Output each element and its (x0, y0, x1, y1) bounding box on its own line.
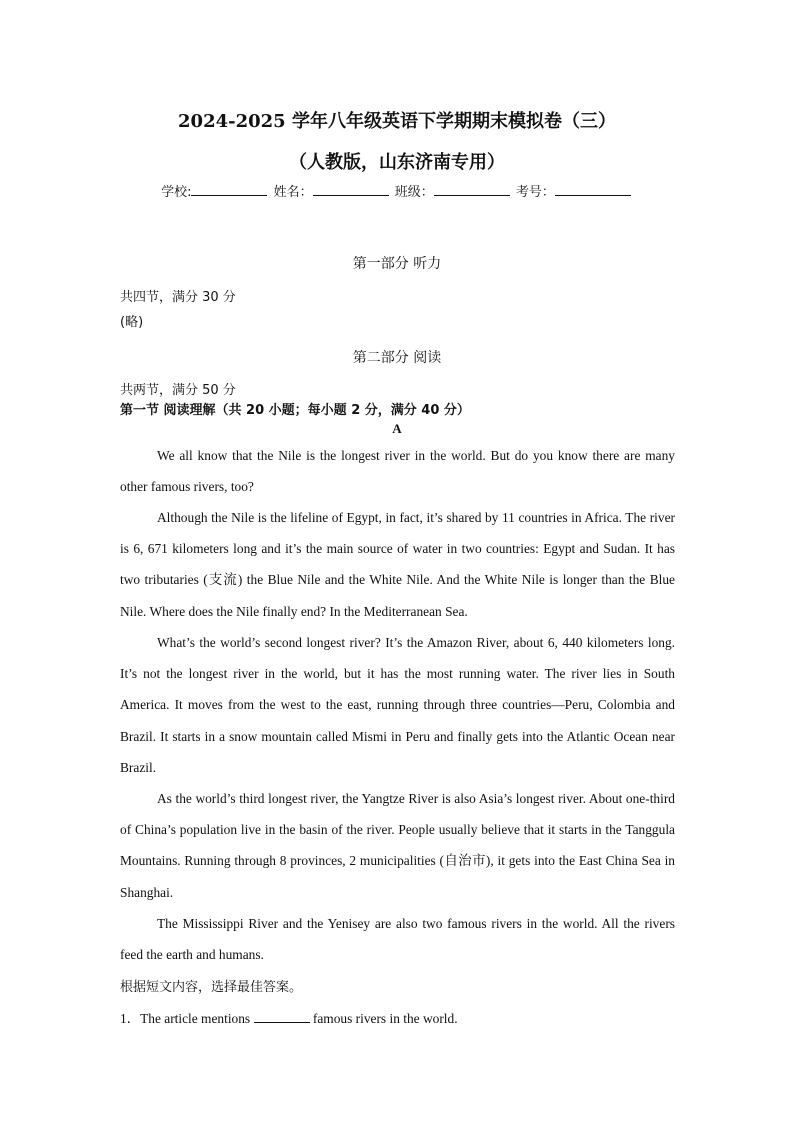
part1-heading: 第一部分 听力 (352, 256, 442, 272)
name-blank[interactable] (313, 183, 389, 196)
exam-number-blank[interactable] (555, 183, 631, 196)
answer-instruction: 根据短文内容，选择最佳答案。 (120, 980, 303, 995)
part1-omitted: (略) (120, 315, 144, 330)
question-1-suffix: famous rivers in the world. (312, 1011, 458, 1026)
passage-paragraph: The Mississippi River and the Yenisey are also two famous rivers in the world. All the rivers feed the earth and humans. (120, 916, 675, 963)
part2-heading: 第二部分 阅读 (352, 350, 442, 366)
name-label: 姓名： (273, 185, 313, 200)
exam-number-label: 考号： (515, 185, 555, 200)
passage-paragraph: We all know that the Nile is the longest river in the world. But do you know there are many other famous rivers, too? (120, 448, 675, 495)
passage-label: A (392, 421, 402, 436)
question-1 (120, 1008, 458, 1027)
class-label: 班级： (394, 185, 434, 200)
student-info-line (0, 181, 794, 200)
exam-title: 2024-2025 学年八年级英语下学期期末模拟卷（三） (178, 111, 616, 132)
question-1-prefix: 1．The article mentions (120, 1011, 251, 1026)
school-label: 学校: (161, 185, 192, 200)
passage-paragraph: What’s the world’s second longest river? It’s the Amazon River, about 6, 440 kilometers long. It’s not the longest river in the world, but it has the most running water. The river lies in South America. It moves from the west to the east, running through three countries—Peru, Colombia and Brazil. It starts in a snow mountain called Mismi in Peru and finally gets into the Atlantic Ocean near Brazil. (120, 635, 675, 775)
class-blank[interactable] (434, 183, 510, 196)
section1-heading: 第一节 阅读理解（共 20 小题；每小题 2 分，满分 40 分） (120, 403, 470, 418)
passage-paragraph: As the world’s third longest river, the Yangtze River is also Asia’s longest river. About one-third of China’s population live in the basin of the river. People usually believe that it starts in the Tanggula Mountains. Running through 8 provinces, 2 municipalities (自治市), it gets into the East China Sea in Shanghai. (120, 791, 675, 900)
exam-subtitle: （人教版，山东济南专用） (289, 152, 505, 173)
part1-description: 共四节，满分 30 分 (120, 290, 236, 305)
passage-paragraph: Although the Nile is the lifeline of Egypt, in fact, it’s shared by 11 countries in Africa. The river is 6, 671 kilometers long and it’s the main source of water in two countries: Egypt and Sudan. It has two tributaries (支流) the Blue Nile and the White Nile. And the White Nile is longer than the Blue Nile. Where does the Nile finally end? In the Mediterranean Sea. (120, 510, 675, 619)
part2-description: 共两节，满分 50 分 (120, 383, 236, 398)
school-blank[interactable] (191, 183, 267, 196)
question-1-blank[interactable] (254, 1011, 310, 1023)
